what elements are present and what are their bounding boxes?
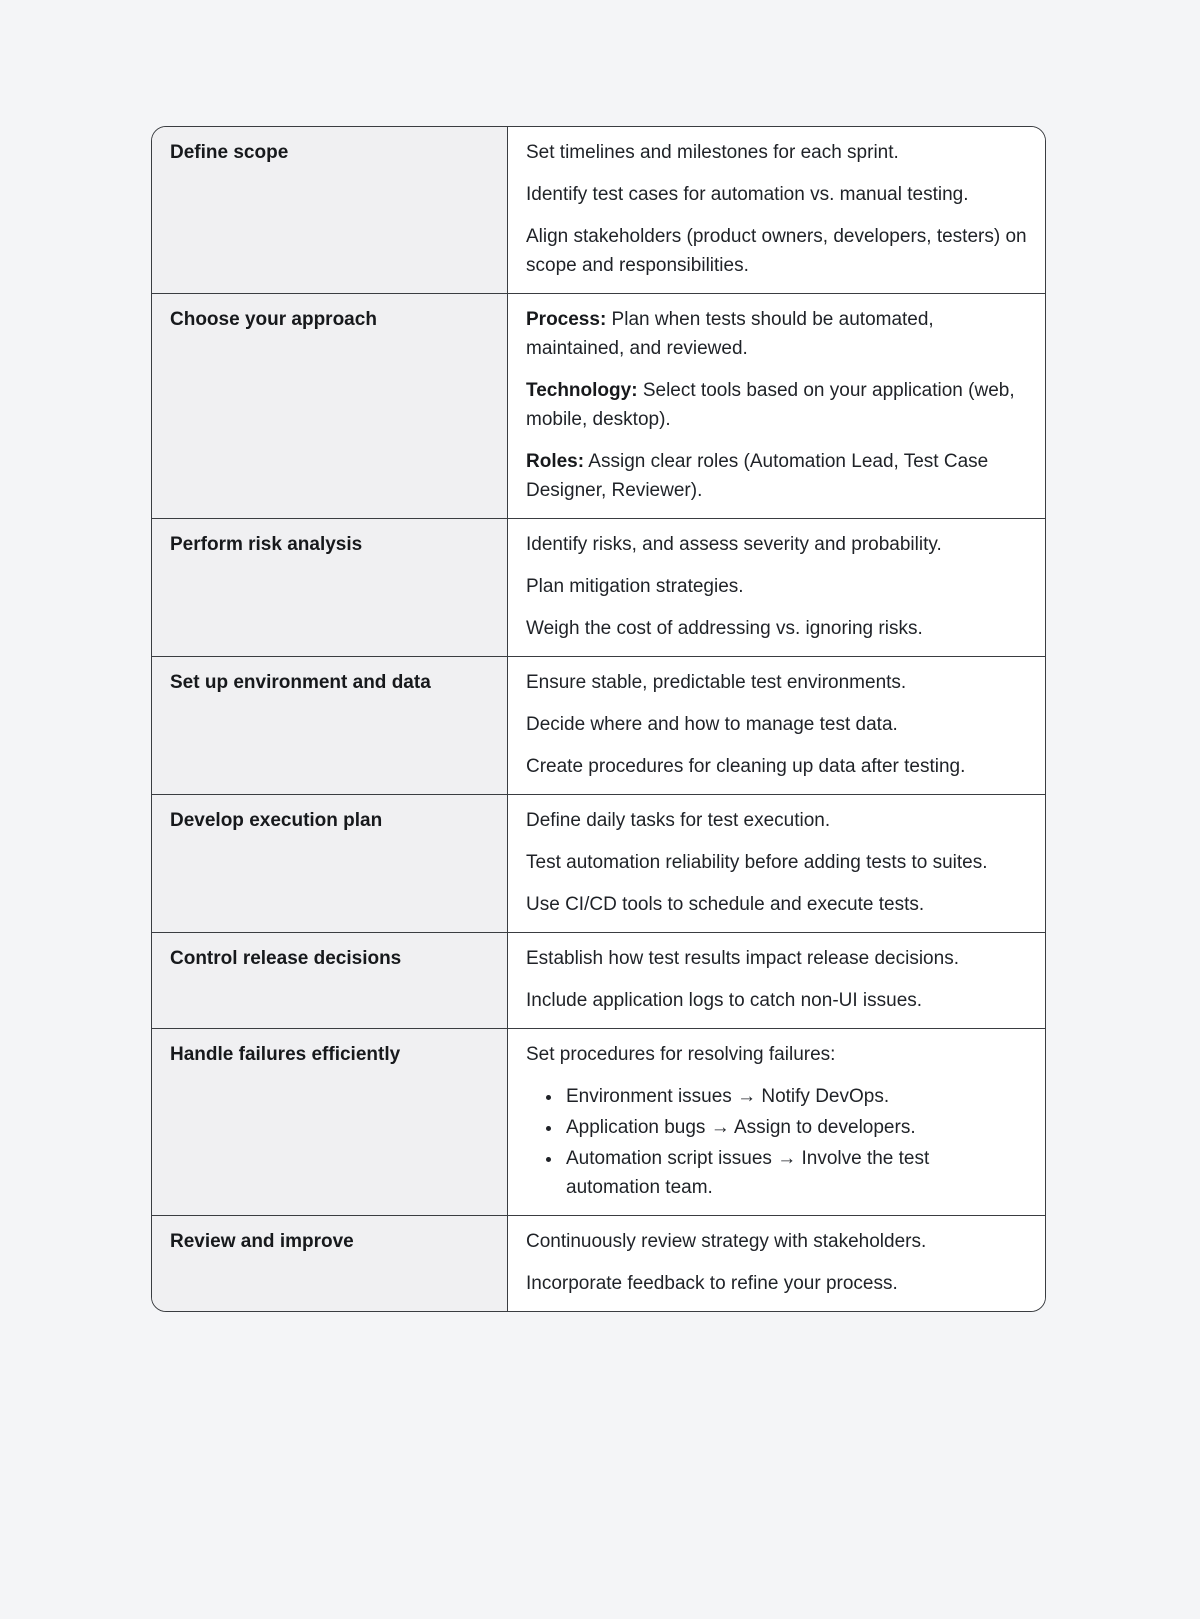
table-row: [152, 794, 1045, 932]
paragraph: [526, 376, 1027, 434]
row-title-cell: [152, 294, 508, 518]
paragraph-text: Weigh the cost of addressing vs. ignoring risks.: [526, 618, 923, 639]
row-title-cell: [152, 657, 508, 794]
table-row: [152, 1028, 1045, 1215]
row-title: Control release decisions: [170, 948, 402, 969]
paragraph-text: Test automation reliability before adding tests to suites.: [526, 852, 988, 873]
paragraph: [526, 222, 1027, 280]
row-content-cell: [508, 657, 1045, 794]
paragraph-text: Create procedures for cleaning up data after testing.: [526, 756, 966, 777]
paragraph-text: Plan mitigation strategies.: [526, 576, 744, 597]
table-row: [152, 1215, 1045, 1311]
paragraph-lead-label: Technology:: [526, 380, 638, 401]
table-row: [152, 127, 1045, 293]
row-content-cell: [508, 1216, 1045, 1311]
row-title-cell: [152, 1029, 508, 1215]
paragraph: [526, 447, 1027, 505]
paragraph: [526, 806, 1027, 835]
row-content-cell: [508, 933, 1045, 1028]
table-row: [152, 518, 1045, 656]
paragraph: [526, 614, 1027, 643]
table-row: [152, 293, 1045, 518]
paragraph-text: Ensure stable, predictable test environments.: [526, 672, 907, 693]
paragraph: [526, 572, 1027, 601]
paragraph: [526, 848, 1027, 877]
bullet-item: • Automation script issues → Involve the test automation team.: [563, 1144, 1027, 1202]
paragraph-lead-label: Process:: [526, 309, 607, 330]
row-title-cell: [152, 1216, 508, 1311]
row-title: Develop execution plan: [170, 810, 383, 831]
row-title-cell: [152, 933, 508, 1028]
paragraph: [526, 180, 1027, 209]
paragraph-text: Identify test cases for automation vs. manual testing.: [526, 184, 969, 205]
paragraph-lead-label: Roles:: [526, 451, 585, 472]
paragraph: [526, 710, 1027, 739]
paragraph-text: Continuously review strategy with stakeholders.: [526, 1231, 927, 1252]
paragraph-text: Set procedures for resolving failures:: [526, 1044, 836, 1065]
row-title-cell: [152, 795, 508, 932]
paragraph-text: Select tools based on your application (web, mobile, desktop).: [526, 380, 1015, 430]
row-title: Set up environment and data: [170, 672, 431, 693]
paragraph-text: Use CI/CD tools to schedule and execute tests.: [526, 894, 925, 915]
paragraph-text: Identify risks, and assess severity and probability.: [526, 534, 942, 555]
paragraph-text: Set timelines and milestones for each sprint.: [526, 142, 899, 163]
paragraph: [526, 668, 1027, 697]
table-row: [152, 656, 1045, 794]
paragraph-text: Establish how test results impact release decisions.: [526, 948, 959, 969]
paragraph: [526, 986, 1027, 1015]
row-content-cell: [508, 795, 1045, 932]
paragraph: [526, 1040, 1027, 1069]
paragraph: [526, 1269, 1027, 1298]
paragraph: [526, 752, 1027, 781]
strategy-table: [151, 126, 1046, 1312]
row-title: Handle failures efficiently: [170, 1044, 401, 1065]
paragraph: [526, 305, 1027, 363]
paragraph-text: Align stakeholders (product owners, developers, testers) on scope and responsibilities.: [526, 226, 1027, 276]
paragraph: [526, 944, 1027, 973]
row-content-cell: [508, 519, 1045, 656]
bullet-item: • Application bugs → Assign to developers.: [563, 1113, 1027, 1142]
row-title-cell: [152, 519, 508, 656]
paragraph-text: Incorporate feedback to refine your process.: [526, 1273, 898, 1294]
bullet-list: [526, 1082, 1027, 1202]
row-content-cell: [508, 127, 1045, 293]
row-content-cell: [508, 1029, 1045, 1215]
table-row: [152, 932, 1045, 1028]
row-title: Define scope: [170, 142, 289, 163]
paragraph-text: Assign clear roles (Automation Lead, Test Case Designer, Reviewer).: [526, 451, 989, 501]
paragraph-text: Define daily tasks for test execution.: [526, 810, 831, 831]
paragraph-text: Decide where and how to manage test data.: [526, 714, 898, 735]
paragraph: [526, 890, 1027, 919]
row-content-cell: [508, 294, 1045, 518]
row-title: Perform risk analysis: [170, 534, 363, 555]
bullet-item: • Environment issues → Notify DevOps.: [563, 1082, 1027, 1111]
paragraph-text: Include application logs to catch non-UI issues.: [526, 990, 923, 1011]
paragraph: [526, 138, 1027, 167]
row-title: Choose your approach: [170, 309, 377, 330]
paragraph: [526, 1227, 1027, 1256]
row-title: Review and improve: [170, 1231, 354, 1252]
paragraph-text: Plan when tests should be automated, maintained, and reviewed.: [526, 309, 934, 359]
row-title-cell: [152, 127, 508, 293]
paragraph: [526, 530, 1027, 559]
